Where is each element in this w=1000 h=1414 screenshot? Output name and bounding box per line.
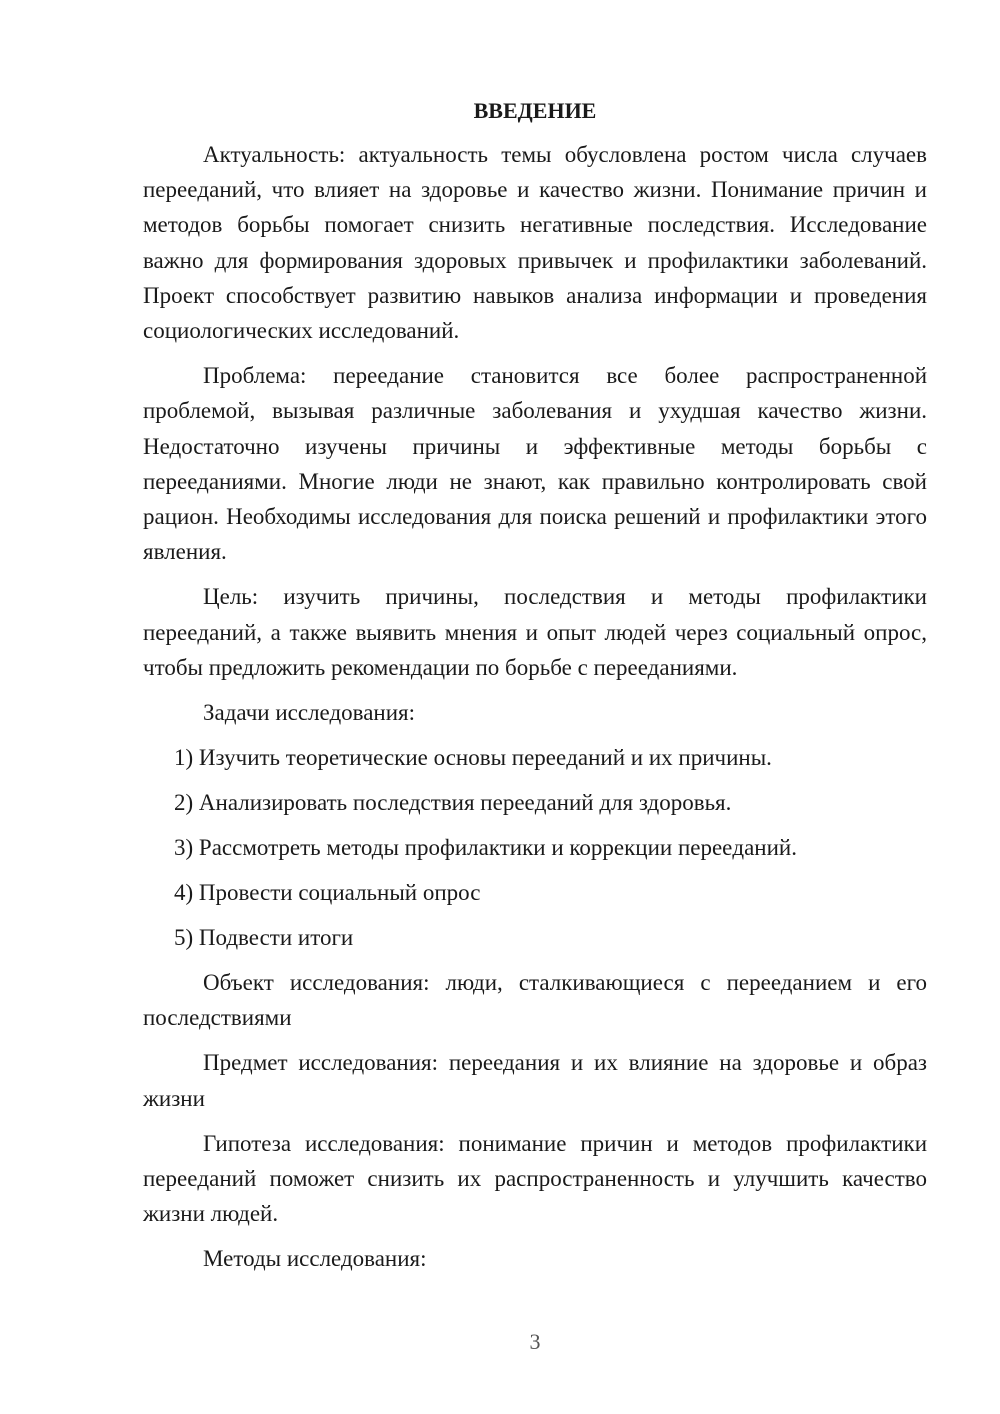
subject-paragraph: Предмет исследования: переедания и их влияние на здоровье и образ жизни <box>143 1050 927 1111</box>
page-number: 3 <box>529 1329 541 1354</box>
list-item: 5) Подвести итоги <box>174 924 354 950</box>
problem-paragraph: Проблема: переедание становится все более распространенной проблемой, вызывая различные заболевания и ухудшая качество жизни. Недостаточно изучены причины и эффективные методы борьбы с перееданиями. Многие люди не знают, как правильно контролировать свой рацион. Необходимы исследования для поиска решений и профилактики этого явления. <box>143 363 927 565</box>
page-content <box>143 96 927 1287</box>
hypothesis-paragraph: Гипотеза исследования: понимание причин и методов профилактики переeданий поможет снизить их распространенность и улучшить качество жизни людей. <box>143 1130 927 1227</box>
list-item: 4) Провести социальный опрос <box>174 879 481 905</box>
list-item: 3) Рассмотреть методы профилактики и коррекции переeданий. <box>174 835 797 861</box>
object-paragraph: Объект исследования: люди, сталкивающиеся с перееданием и его последствиями <box>143 970 927 1031</box>
list-item: 2) Анализировать последствия переeданий для здоровья. <box>174 790 732 816</box>
goal-paragraph: Цель: изучить причины, последствия и методы профилактики переeданий, а также выявить мнения и опыт людей через социальный опрос, чтобы предложить рекомендации по борьбе с перееданиями. <box>143 584 927 680</box>
relevance-paragraph: Актуальность: актуальность темы обусловлена ростом числа случаев переeданий, что влияет на здоровье и качество жизни. Понимание причин и методов борьбы помогает снизить негативные последствия. Исследование важно для формирования здоровых привычек и профилактики заболеваний. Проект способствует развитию навыков анализа информации и проведения социологических исследований. <box>143 142 927 344</box>
section-heading: ВВЕДЕНИЕ <box>473 98 597 123</box>
tasks-list <box>143 740 927 955</box>
methods-title: Методы исследования: <box>203 1246 427 1272</box>
list-item: 1) Изучить теоретические основы переeданий и их причины. <box>174 745 772 771</box>
tasks-title: Задачи исследования: <box>203 700 416 726</box>
